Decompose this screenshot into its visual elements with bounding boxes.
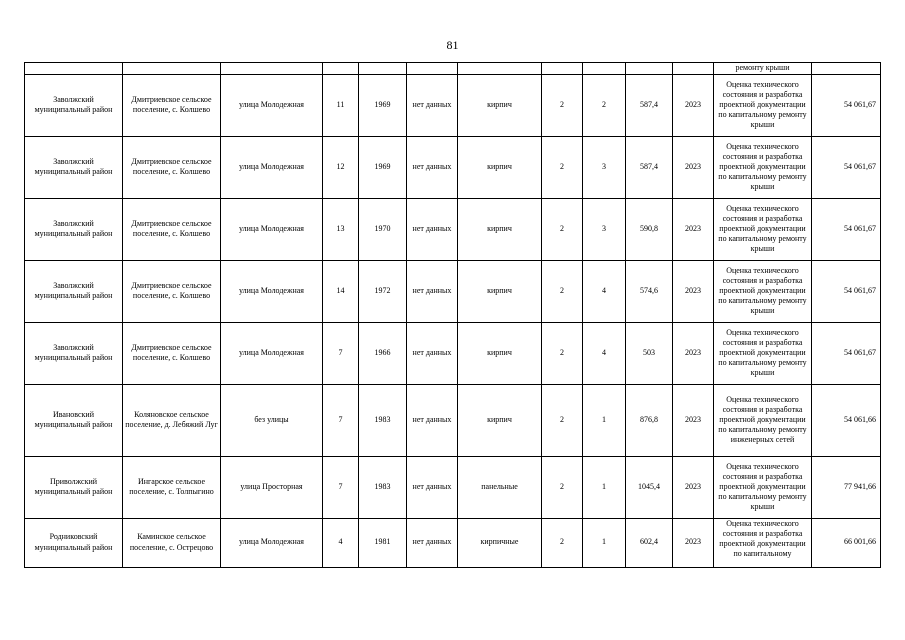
plan-year-cell: 2023 — [673, 74, 714, 136]
table-row — [25, 260, 881, 322]
district-cell: Ивановский муниципальный район — [25, 384, 123, 456]
built-year-cell: 1972 — [359, 260, 407, 322]
district-cell: Заволжский муниципальный район — [25, 322, 123, 384]
cost-cell: 54 061,67 — [812, 136, 881, 198]
floors-cell: 2 — [542, 136, 583, 198]
built-year-cell: 1983 — [359, 384, 407, 456]
area-cell: 587,4 — [626, 74, 673, 136]
plan-year-cell: 2023 — [673, 136, 714, 198]
reconstruction-year-cell: нет данных — [407, 456, 458, 518]
work-cell: Оценка технического состояния и разработка проектной документации по капитальному ремонту инженерных сетей — [714, 384, 812, 456]
work-cell: ремонту крыши — [714, 63, 812, 75]
plan-year-cell: 2023 — [673, 322, 714, 384]
entrances-cell: 4 — [583, 260, 626, 322]
work-cell: Оценка технического состояния и разработка проектной документации по капитальному ремонту крыши — [714, 198, 812, 260]
floors-cell: 2 — [542, 518, 583, 567]
cost-cell: 54 061,67 — [812, 322, 881, 384]
district-cell: Заволжский муниципальный район — [25, 198, 123, 260]
area-cell: 602,4 — [626, 518, 673, 567]
plan-year-cell: 2023 — [673, 384, 714, 456]
district-cell: Заволжский муниципальный район — [25, 260, 123, 322]
floors-cell: 2 — [542, 74, 583, 136]
entrances-cell: 3 — [583, 198, 626, 260]
street-cell: улица Молодежная — [221, 260, 323, 322]
cost-cell: 54 061,67 — [812, 198, 881, 260]
floors-cell: 2 — [542, 260, 583, 322]
entrances-cell: 3 — [583, 136, 626, 198]
settlement-cell: Коляновское сельское поселение, д. Лебяжий Луг — [123, 384, 221, 456]
wall-material-cell: кирпич — [458, 260, 542, 322]
continued-row — [25, 63, 881, 75]
street-cell: улица Молодежная — [221, 518, 323, 567]
street-cell: улица Молодежная — [221, 322, 323, 384]
reconstruction-year-cell: нет данных — [407, 74, 458, 136]
table-row — [25, 136, 881, 198]
wall-material-cell: кирпич — [458, 322, 542, 384]
house-number-cell: 13 — [323, 198, 359, 260]
reconstruction-year-cell: нет данных — [407, 136, 458, 198]
entrances-cell: 1 — [583, 518, 626, 567]
table-row — [25, 74, 881, 136]
wall-material-cell: кирпич — [458, 384, 542, 456]
cost-cell: 54 061,67 — [812, 74, 881, 136]
cost-cell: 54 061,66 — [812, 384, 881, 456]
settlement-cell: Дмитриевское сельское поселение, с. Колшево — [123, 198, 221, 260]
area-cell: 503 — [626, 322, 673, 384]
table-row — [25, 198, 881, 260]
reconstruction-year-cell: нет данных — [407, 518, 458, 567]
area-cell: 590,8 — [626, 198, 673, 260]
built-year-cell: 1966 — [359, 322, 407, 384]
work-cell: Оценка технического состояния и разработка проектной документации по капитальному — [714, 518, 812, 567]
entrances-cell: 1 — [583, 456, 626, 518]
floors-cell: 2 — [542, 322, 583, 384]
built-year-cell: 1981 — [359, 518, 407, 567]
wall-material-cell: кирпич — [458, 136, 542, 198]
table-row — [25, 518, 881, 567]
table-row — [25, 322, 881, 384]
house-number-cell: 7 — [323, 384, 359, 456]
area-cell: 587,4 — [626, 136, 673, 198]
house-number-cell: 11 — [323, 74, 359, 136]
district-cell: Заволжский муниципальный район — [25, 74, 123, 136]
house-number-cell: 7 — [323, 456, 359, 518]
reconstruction-year-cell: нет данных — [407, 198, 458, 260]
entrances-cell: 1 — [583, 384, 626, 456]
floors-cell: 2 — [542, 456, 583, 518]
entrances-cell: 4 — [583, 322, 626, 384]
wall-material-cell: кирпичные — [458, 518, 542, 567]
reconstruction-year-cell: нет данных — [407, 260, 458, 322]
wall-material-cell: кирпич — [458, 74, 542, 136]
street-cell: улица Молодежная — [221, 74, 323, 136]
reconstruction-year-cell: нет данных — [407, 322, 458, 384]
house-number-cell: 7 — [323, 322, 359, 384]
street-cell: улица Молодежная — [221, 198, 323, 260]
district-cell: Родниковский муниципальный район — [25, 518, 123, 567]
plan-year-cell: 2023 — [673, 518, 714, 567]
work-cell: Оценка технического состояния и разработка проектной документации по капитальному ремонту крыши — [714, 322, 812, 384]
built-year-cell: 1969 — [359, 74, 407, 136]
wall-material-cell: кирпич — [458, 198, 542, 260]
plan-year-cell: 2023 — [673, 260, 714, 322]
plan-year-cell: 2023 — [673, 198, 714, 260]
floors-cell: 2 — [542, 198, 583, 260]
table-row — [25, 456, 881, 518]
housing-register-table — [24, 62, 881, 568]
area-cell: 876,8 — [626, 384, 673, 456]
cost-cell: 66 001,66 — [812, 518, 881, 567]
district-cell: Заволжский муниципальный район — [25, 136, 123, 198]
entrances-cell: 2 — [583, 74, 626, 136]
settlement-cell: Дмитриевское сельское поселение, с. Колшево — [123, 74, 221, 136]
street-cell: без улицы — [221, 384, 323, 456]
settlement-cell: Каминское сельское поселение, с. Острецово — [123, 518, 221, 567]
settlement-cell: Ингарское сельское поселение, с. Толпыгино — [123, 456, 221, 518]
built-year-cell: 1983 — [359, 456, 407, 518]
floors-cell: 2 — [542, 384, 583, 456]
cost-cell: 54 061,67 — [812, 260, 881, 322]
page-number: 81 — [446, 38, 459, 52]
street-cell: улица Молодежная — [221, 136, 323, 198]
plan-year-cell: 2023 — [673, 456, 714, 518]
house-number-cell: 12 — [323, 136, 359, 198]
work-cell: Оценка технического состояния и разработка проектной документации по капитальному ремонту крыши — [714, 260, 812, 322]
wall-material-cell: панельные — [458, 456, 542, 518]
house-number-cell: 4 — [323, 518, 359, 567]
table-row — [25, 384, 881, 456]
reconstruction-year-cell: нет данных — [407, 384, 458, 456]
work-cell: Оценка технического состояния и разработка проектной документации по капитальному ремонту крыши — [714, 74, 812, 136]
street-cell: улица Просторная — [221, 456, 323, 518]
settlement-cell: Дмитриевское сельское поселение, с. Колшево — [123, 322, 221, 384]
built-year-cell: 1970 — [359, 198, 407, 260]
area-cell: 574,6 — [626, 260, 673, 322]
cost-cell: 77 941,66 — [812, 456, 881, 518]
area-cell: 1045,4 — [626, 456, 673, 518]
work-cell: Оценка технического состояния и разработка проектной документации по капитальному ремонту крыши — [714, 456, 812, 518]
work-cell: Оценка технического состояния и разработка проектной документации по капитальному ремонту крыши — [714, 136, 812, 198]
settlement-cell: Дмитриевское сельское поселение, с. Колшево — [123, 260, 221, 322]
settlement-cell: Дмитриевское сельское поселение, с. Колшево — [123, 136, 221, 198]
house-number-cell: 14 — [323, 260, 359, 322]
district-cell: Приволжский муниципальный район — [25, 456, 123, 518]
built-year-cell: 1969 — [359, 136, 407, 198]
